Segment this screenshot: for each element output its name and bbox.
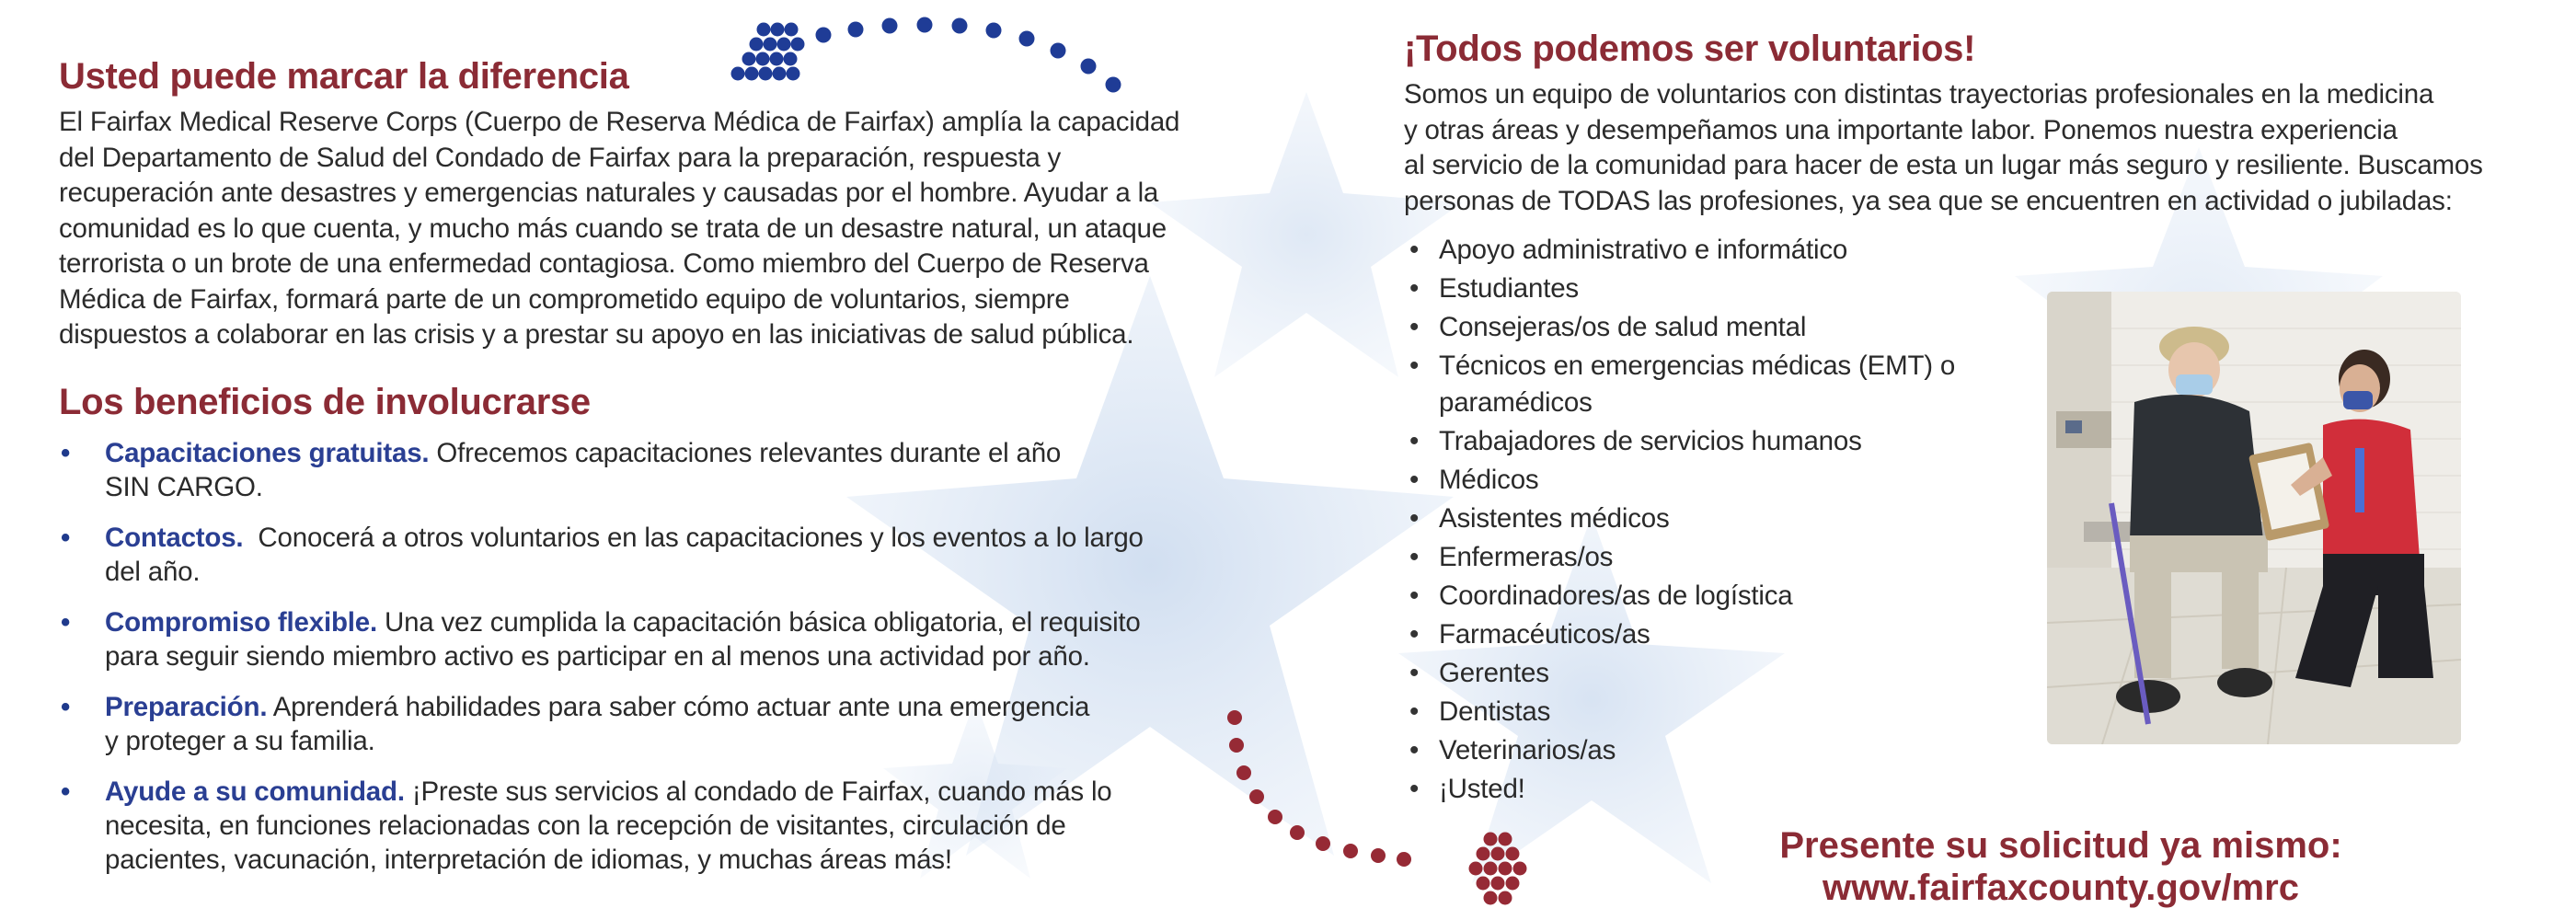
dot [757, 23, 771, 37]
dot [882, 18, 898, 34]
list-item: • Enfermeras/os [1409, 542, 1614, 572]
dot [1499, 862, 1512, 876]
dot [791, 38, 805, 52]
dot [1513, 862, 1527, 876]
dot [1268, 810, 1282, 824]
heading-everyone-can-volunteer: ¡Todos podemos ser voluntarios! [1404, 29, 1976, 69]
dot [1343, 844, 1358, 858]
list-item: • Estudiantes [1409, 273, 1579, 304]
dot [1499, 891, 1512, 905]
dot [952, 18, 968, 34]
list-item: • Apoyo administrativo e informático [1409, 235, 1848, 265]
cta-title: Presente su solicitud ya mismo: [1779, 825, 2342, 866]
list-item: • Preparación. Aprenderá habilidades para saber cómo actuar ante una emergencia y proteger a su familia. [61, 691, 1090, 756]
list-item: • Dentistas [1409, 696, 1551, 727]
list-item: • Gerentes [1409, 658, 1549, 688]
dot [771, 23, 785, 37]
dot [1290, 825, 1305, 840]
bullet: • [61, 776, 71, 807]
heading-benefits: Los beneficios de involucrarse [59, 381, 591, 422]
benefits-list [59, 436, 1246, 877]
bullet: • [61, 437, 71, 468]
cta-link[interactable]: www.fairfaxcounty.gov/mrc [1823, 868, 2299, 908]
bullet: • [61, 606, 71, 638]
list-item: • Técnicos en emergencias médicas (EMT) o paramédicos [1409, 351, 1956, 418]
dot [848, 22, 864, 38]
dot [1477, 847, 1490, 861]
list-item: • Veterinarios/as [1409, 735, 1616, 765]
list-item: • Trabajadores de servicios humanos [1409, 426, 1862, 456]
list-item: • Compromiso flexible. Una vez cumplida la capacitación básica obligatoria, el requisito para seguir siendo miembro activo es participar en al menos una actividad por año. [61, 606, 1141, 672]
heading-make-a-difference: Usted puede marcar la diferencia [59, 56, 629, 97]
dot [1469, 862, 1483, 876]
dot [816, 28, 832, 43]
list-item: • Médicos [1409, 465, 1539, 495]
dot [1484, 862, 1498, 876]
dot [917, 17, 933, 33]
bullet: • [61, 522, 71, 553]
dot [785, 23, 799, 37]
list-item: • Ayude a su comunidad. ¡Preste sus servicios al condado de Fairfax, cuando más lo necesita, en funciones relacionadas con la recepción de visitantes, circulación de pacientes, vacunación, interpretación de idiomas, y muchas áreas más! [61, 776, 1112, 875]
dot [1397, 852, 1411, 867]
dot [750, 38, 764, 52]
dot [1371, 848, 1386, 863]
volunteer-photo [2047, 292, 2461, 744]
dot [1499, 833, 1512, 846]
list-item: • Farmacéuticos/as [1409, 619, 1650, 650]
dot [1316, 836, 1330, 851]
intro-paragraph: El Fairfax Medical Reserve Corps (Cuerpo de Reserva Médica de Fairfax) amplía la capacidad del Departamento de Salud del Condado de Fairfax para la preparación, respuesta y recuperación ante desastres y emergencias naturales y causadas por el hombre. Ayudar a la comunidad es lo que cuenta, y mucho más cuando se trata de un desastre natural, un ataque terrorista o un brote de una enfermedad contagiosa. Como miembro del Cuerpo de Reserva Médica de Fairfax, formará parte de un comprometido equipo de voluntarios, siempre dispuestos a colaborar en las crisis y a prestar su apoyo en las iniciativas de salud pública. [59, 107, 1180, 350]
list-item: • ¡Usted! [1409, 774, 1525, 804]
dot [764, 38, 777, 52]
dot [1506, 847, 1520, 861]
call-to-action [1711, 824, 2410, 909]
volunteer-paragraph: Somos un equipo de voluntarios con distintas trayectorias profesionales en la medicina y otras áreas y desempeñamos una importante labor. Ponemos nuestra experiencia al servicio de la comunidad para hacer de esta un lugar más seguro y resiliente. Buscamos personas de TODAS las profesiones, ya sea que se encuentren en actividad o jubiladas: [1404, 79, 2483, 216]
dot [1506, 877, 1520, 891]
dot [1484, 833, 1498, 846]
list-item: • Consejeras/os de salud mental [1409, 312, 1807, 342]
dot [1491, 847, 1505, 861]
dot [1484, 891, 1498, 905]
left-column [59, 53, 1246, 893]
list-item: • Coordinadores/as de logística [1409, 581, 1793, 611]
list-item: • Contactos. Conocerá a otros voluntarios en las capacitaciones y los eventos a lo largo del año. [61, 522, 1144, 587]
dot [1491, 877, 1505, 891]
list-item: • Asistentes médicos [1409, 503, 1670, 534]
dot [1477, 877, 1490, 891]
dot [777, 38, 791, 52]
dot [986, 23, 1002, 39]
list-item: • Capacitaciones gratuitas. Ofrecemos capacitaciones relevantes durante el año SIN CARGO. [61, 437, 1062, 502]
bullet: • [61, 691, 71, 722]
dot [1249, 789, 1264, 804]
dot [1019, 31, 1035, 47]
